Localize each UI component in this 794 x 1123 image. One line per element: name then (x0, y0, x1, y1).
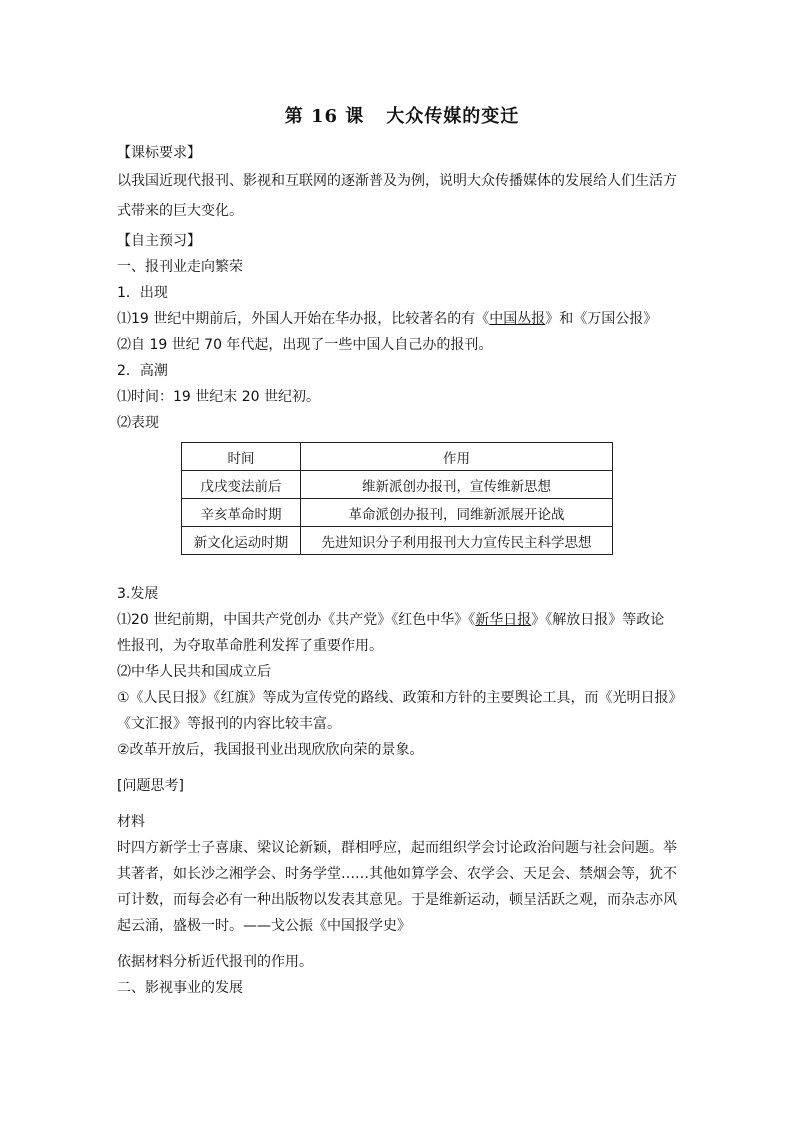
underlined-answer: 中国丛报 (489, 311, 546, 327)
sub-1-heading: 1．出现 (117, 285, 168, 301)
sub-3-line-3-cont: 《文汇报》等报刊的内容比较丰富。 (117, 716, 341, 732)
lesson-number: 第 16 课 (284, 106, 365, 127)
material-label: 材料 (117, 814, 145, 830)
table-row (182, 527, 613, 555)
sub-3-heading: 3.发展 (117, 586, 159, 602)
section-1-heading: 一、报刊业走向繁荣 (117, 259, 243, 275)
underlined-answer: 新华日报 (475, 612, 532, 628)
newspaper-table (181, 442, 613, 555)
material-line: 可计数，而每会必有一种出版物以发表其意见。于是维新运动，顿呈活跃之观，而杂志亦风 (117, 892, 677, 908)
requirement-text: 以我国近现代报刊、影视和互联网的逐渐普及为例，说明大众传播媒体的发展给人们生活方式带来的巨大变化。 (117, 173, 677, 219)
question-ask: 依据材料分析近代报刊的作用。 (117, 954, 313, 970)
table-header-row (182, 443, 613, 471)
sub-3-line-1-cont: 性报刊，为夺取革命胜利发挥了重要作用。 (117, 638, 383, 654)
table-header: 时间 (182, 443, 301, 471)
table-row (182, 499, 613, 527)
sub-2-line-2: ⑵表现 (117, 415, 159, 431)
table-row (182, 471, 613, 499)
sub-3-line-3: ①《人民日报》《红旗》等成为宣传党的路线、政策和方针的主要舆论工具，而《光明日报》 (117, 690, 683, 706)
sub-3-line-1: ⑴20 世纪前期，中国共产党创办《共产党》《红色中华》《新华日报》《解放日报》等政论 (117, 612, 665, 628)
sub-2-line-1: ⑴时间：19 世纪末 20 世纪初。 (117, 389, 320, 405)
page-title (117, 104, 687, 130)
material-line: 起云涌，盛极一时。——戈公振《中国报学史》 (117, 918, 411, 934)
sub-1-line-1: ⑴19 世纪中期前后，外国人开始在华办报，比较著名的有《中国丛报》和《万国公报》 (117, 311, 658, 327)
sub-2-heading: 2．高潮 (117, 363, 168, 379)
table-cell: 革命派创办报刊，同维新派展开论战 (301, 499, 613, 527)
material-line: 其著者，如长沙之湘学会、时务学堂……其他如算学会、农学会、天足会、禁烟会等，犹不 (117, 866, 677, 882)
table-cell: 辛亥革命时期 (182, 499, 301, 527)
sub-3-line-2: ⑵中华人民共和国成立后 (117, 664, 271, 680)
section-2-heading: 二、影视事业的发展 (117, 980, 243, 996)
requirement-heading: 【课标要求】 (117, 145, 201, 161)
material-line: 时四方新学士子喜康、梁议论新颖，群相呼应，起而组织学会讨论政治问题与社会问题。举 (117, 840, 677, 856)
table-header: 作用 (301, 443, 613, 471)
sub-3-line-4: ②改革开放后，我国报刊业出现欣欣向荣的景象。 (117, 742, 424, 758)
document-page (117, 104, 687, 1001)
lesson-name: 大众传媒的变迁 (386, 106, 520, 127)
preview-heading: 【自主预习】 (117, 233, 201, 249)
table-cell: 先进知识分子利用报刊大力宣传民主科学思想 (301, 527, 613, 555)
table-cell: 维新派创办报刊，宣传维新思想 (301, 471, 613, 499)
table-cell: 新文化运动时期 (182, 527, 301, 555)
question-heading: [问题思考] (117, 778, 184, 794)
sub-1-line-2: ⑵自 19 世纪 70 年代起，出现了一些中国人自己办的报刊。 (117, 337, 493, 353)
table-cell: 戊戌变法前后 (182, 471, 301, 499)
